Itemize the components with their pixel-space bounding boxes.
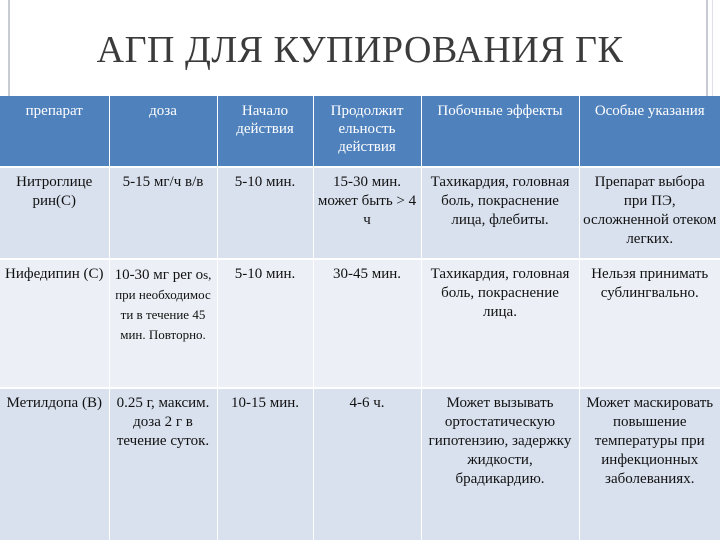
- cell-drug: Метилдопа (В): [0, 388, 109, 540]
- table-row: [0, 388, 720, 540]
- cell-drug: Нитроглице рин(С): [0, 167, 109, 259]
- table-row: [0, 167, 720, 259]
- cell-onset: 5-10 мин.: [217, 167, 313, 259]
- cell-duration: 4-6 ч.: [313, 388, 421, 540]
- header-duration: Продолжит ельность действия: [313, 96, 421, 167]
- header-drug: препарат: [0, 96, 109, 167]
- header-notes: Особые указания: [594, 103, 705, 119]
- drug-table: [0, 96, 720, 540]
- cell-notes: Может маскировать повышение температуры при инфекционных заболеваниях.: [586, 395, 714, 487]
- cell-side-effects: Тахикардия, головная боль, покраснение лица, флебиты.: [421, 167, 579, 259]
- cell-dose: 0.25 г, максим. доза 2 г в течение суток.: [109, 388, 217, 540]
- slide-title: АГП ДЛЯ КУПИРОВАНИЯ ГК: [96, 29, 624, 71]
- cell-side-effects: Тахикардия, головная боль, покраснение лица.: [421, 259, 579, 388]
- header-side-effects: Побочные эффекты: [421, 96, 579, 167]
- cell-notes: Нельзя принимать сублингвально.: [591, 266, 709, 301]
- cell-dose-main: 10-30 мг per o: [114, 267, 204, 283]
- cell-side-effects: Может вызывать ортостатическую гипотензию, задержку жидкости, брадикардию.: [421, 388, 579, 540]
- header-dose: доза: [109, 96, 217, 167]
- header-onset: Начало действия: [217, 96, 313, 167]
- cell-dose: [109, 259, 217, 388]
- table-row: [0, 259, 720, 388]
- cell-notes: Препарат выбора при ПЭ, осложненной отеком легких.: [583, 174, 717, 247]
- cell-drug: Нифедипин (С): [0, 259, 109, 388]
- cell-onset: 10-15 мин.: [217, 388, 313, 540]
- cell-duration: 15-30 мин. может быть > 4 ч: [313, 167, 421, 259]
- cell-onset: 5-10 мин.: [217, 259, 313, 388]
- cell-dose-note: s, при необходимос ти в течение 45 мин. Повторно.: [115, 267, 212, 342]
- cell-duration: 30-45 мин.: [313, 259, 421, 388]
- table-header-row: [0, 96, 720, 167]
- cell-dose: 5-15 мг/ч в/в: [109, 167, 217, 259]
